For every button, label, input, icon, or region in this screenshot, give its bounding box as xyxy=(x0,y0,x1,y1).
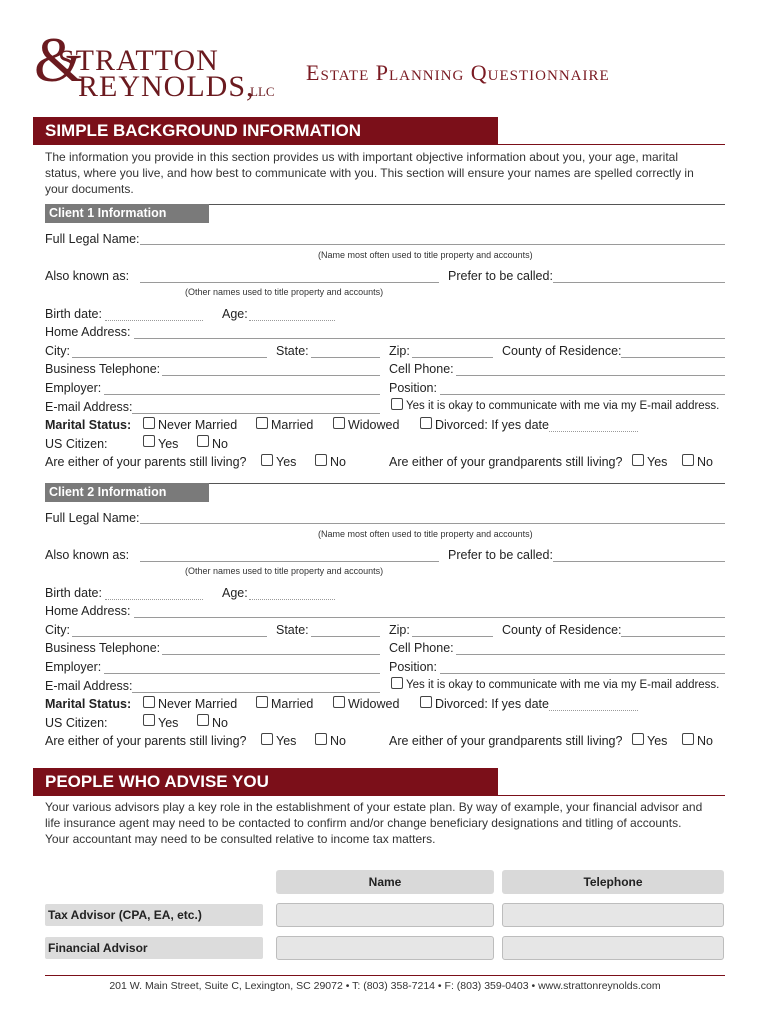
financial-advisor-phone-field[interactable] xyxy=(502,936,724,960)
divorced-checkbox[interactable] xyxy=(420,696,432,708)
email-label: E-mail Address: xyxy=(45,400,133,414)
column-header-name: Name xyxy=(276,870,494,894)
county-label: County of Residence: xyxy=(502,623,622,637)
aka-label: Also known as: xyxy=(45,269,130,283)
never-married-checkbox[interactable] xyxy=(143,417,155,429)
marital-status-label: Marital Status: xyxy=(45,697,132,711)
citizen-no-checkbox[interactable] xyxy=(197,435,209,447)
intro-line: Your accountant may need to be consulted relative to income tax matters. xyxy=(45,832,436,846)
grandparents-living-label: Are either of your grandparents still living? xyxy=(389,455,623,469)
divorced-checkbox[interactable] xyxy=(420,417,432,429)
birth-date-label: Birth date: xyxy=(45,307,102,321)
aka-note: (Other names used to title property and accounts) xyxy=(185,287,384,297)
column-header-telephone: Telephone xyxy=(502,870,724,894)
divorced-date-field[interactable] xyxy=(549,419,638,432)
never-married-label: Never Married xyxy=(158,418,238,432)
married-checkbox[interactable] xyxy=(256,417,268,429)
state-label: State: xyxy=(276,623,309,637)
prefer-label: Prefer to be called: xyxy=(448,269,553,283)
us-citizen-label: US Citizen: xyxy=(45,716,108,730)
widowed-checkbox[interactable] xyxy=(333,417,345,429)
county-field[interactable] xyxy=(621,624,725,637)
parents-no-checkbox[interactable] xyxy=(315,454,327,466)
advisor-label-financial: Financial Advisor xyxy=(45,937,263,959)
parents-no-label: No xyxy=(330,734,346,748)
section-rule xyxy=(498,795,725,796)
divorced-date-field[interactable] xyxy=(549,698,638,711)
section-banner-advisors: PEOPLE WHO ADVISE YOU xyxy=(33,768,498,796)
parents-yes-checkbox[interactable] xyxy=(261,454,273,466)
age-field[interactable] xyxy=(249,587,335,600)
email-field[interactable] xyxy=(132,401,380,414)
email-consent-label: Yes it is okay to communicate with me via my E-mail address. xyxy=(406,679,720,691)
home-address-field[interactable] xyxy=(134,605,725,618)
financial-advisor-name-field[interactable] xyxy=(276,936,494,960)
zip-field[interactable] xyxy=(412,345,493,358)
intro-line: status, where you live, and how best to communicate with you. This section will ensure your names are spelled correctly in xyxy=(45,166,694,180)
parents-no-checkbox[interactable] xyxy=(315,733,327,745)
position-field[interactable] xyxy=(440,661,725,674)
business-phone-field[interactable] xyxy=(162,642,380,655)
county-field[interactable] xyxy=(621,345,725,358)
aka-field[interactable] xyxy=(140,549,439,562)
age-field[interactable] xyxy=(249,308,335,321)
citizen-yes-checkbox[interactable] xyxy=(143,714,155,726)
email-label: E-mail Address: xyxy=(45,679,133,693)
married-label: Married xyxy=(271,418,314,432)
employer-field[interactable] xyxy=(104,661,380,674)
business-phone-label: Business Telephone: xyxy=(45,641,161,655)
intro-line: life insurance agent may need to be contacted to confirm and/or change beneficiary designations and titling of accounts. xyxy=(45,816,682,830)
grandparents-no-label: No xyxy=(697,734,713,748)
section-banner-background: SIMPLE BACKGROUND INFORMATION xyxy=(33,117,498,145)
home-address-field[interactable] xyxy=(134,326,725,339)
email-field[interactable] xyxy=(132,680,380,693)
full-name-note: (Name most often used to title property and accounts) xyxy=(318,529,533,539)
tax-advisor-name-field[interactable] xyxy=(276,903,494,927)
parents-living-label: Are either of your parents still living? xyxy=(45,455,247,469)
full-name-field[interactable] xyxy=(140,511,725,524)
tax-advisor-phone-field[interactable] xyxy=(502,903,724,927)
marital-status-label: Marital Status: xyxy=(45,418,132,432)
position-label: Position: xyxy=(389,381,437,395)
intro-line: Your various advisors play a key role in the establishment of your estate plan. By way of example, your financial advisor and xyxy=(45,800,703,814)
citizen-no-checkbox[interactable] xyxy=(197,714,209,726)
grandparents-no-checkbox[interactable] xyxy=(682,733,694,745)
employer-field[interactable] xyxy=(104,382,380,395)
client-header: Client 2 Information xyxy=(45,483,209,502)
full-name-field[interactable] xyxy=(140,232,725,245)
city-field[interactable] xyxy=(72,624,267,637)
state-field[interactable] xyxy=(311,624,380,637)
aka-field[interactable] xyxy=(140,270,439,283)
cell-phone-field[interactable] xyxy=(456,363,725,376)
full-name-label: Full Legal Name: xyxy=(45,511,140,525)
employer-label: Employer: xyxy=(45,381,102,395)
parents-yes-checkbox[interactable] xyxy=(261,733,273,745)
grandparents-yes-label: Yes xyxy=(647,734,668,748)
parents-living-label: Are either of your parents still living? xyxy=(45,734,247,748)
cell-phone-label: Cell Phone: xyxy=(389,641,454,655)
full-name-label: Full Legal Name: xyxy=(45,232,140,246)
cell-phone-field[interactable] xyxy=(456,642,725,655)
birth-date-label: Birth date: xyxy=(45,586,102,600)
birth-date-field[interactable] xyxy=(105,587,203,600)
aka-note: (Other names used to title property and accounts) xyxy=(185,566,384,576)
home-address-label: Home Address: xyxy=(45,604,131,618)
zip-field[interactable] xyxy=(412,624,493,637)
email-consent-checkbox[interactable] xyxy=(391,398,403,410)
county-label: County of Residence: xyxy=(502,344,622,358)
age-label: Age: xyxy=(222,307,248,321)
aka-label: Also known as: xyxy=(45,548,130,562)
city-label: City: xyxy=(45,623,70,637)
section-rule xyxy=(498,144,725,145)
full-name-note: (Name most often used to title property and accounts) xyxy=(318,250,533,260)
position-field[interactable] xyxy=(440,382,725,395)
email-consent-label: Yes it is okay to communicate with me via my E-mail address. xyxy=(406,400,720,412)
city-field[interactable] xyxy=(72,345,267,358)
footer-address: 201 W. Main Street, Suite C, Lexington, SC 29072 • T: (803) 358-7214 • F: (803) 359-0403 • www.strattonreynolds.com xyxy=(109,980,661,992)
zip-label: Zip: xyxy=(389,344,410,358)
birth-date-field[interactable] xyxy=(105,308,203,321)
prefer-field[interactable] xyxy=(553,549,725,562)
parents-yes-label: Yes xyxy=(276,734,297,748)
age-label: Age: xyxy=(222,586,248,600)
citizen-yes-checkbox[interactable] xyxy=(143,435,155,447)
page-title: Estate Planning Questionnaire xyxy=(306,60,610,85)
grandparents-yes-checkbox[interactable] xyxy=(632,733,644,745)
grandparents-no-label: No xyxy=(697,455,713,469)
intro-line: your documents. xyxy=(45,182,134,196)
position-label: Position: xyxy=(389,660,437,674)
client-header-rule xyxy=(209,483,725,484)
email-consent-checkbox[interactable] xyxy=(391,677,403,689)
prefer-field[interactable] xyxy=(553,270,725,283)
us-citizen-label: US Citizen: xyxy=(45,437,108,451)
widowed-label: Widowed xyxy=(348,697,400,711)
married-checkbox[interactable] xyxy=(256,696,268,708)
state-field[interactable] xyxy=(311,345,380,358)
citizen-no-label: No xyxy=(212,716,228,730)
logo-llc: LLC xyxy=(250,84,275,99)
citizen-yes-label: Yes xyxy=(158,437,179,451)
logo-ampersand: & xyxy=(34,24,84,95)
widowed-checkbox[interactable] xyxy=(333,696,345,708)
employer-label: Employer: xyxy=(45,660,102,674)
logo-reynolds: REYNOLDS, xyxy=(78,70,255,103)
intro-line: The information you provide in this section provides us with important objective information about you, your age, marital xyxy=(45,150,678,164)
advisor-label-tax: Tax Advisor (CPA, EA, etc.) xyxy=(45,904,263,926)
client-header-rule xyxy=(209,204,725,205)
citizen-yes-label: Yes xyxy=(158,716,179,730)
parents-no-label: No xyxy=(330,455,346,469)
prefer-label: Prefer to be called: xyxy=(448,548,553,562)
grandparents-living-label: Are either of your grandparents still living? xyxy=(389,734,623,748)
home-address-label: Home Address: xyxy=(45,325,131,339)
business-phone-field[interactable] xyxy=(162,363,380,376)
client-header: Client 1 Information xyxy=(45,204,209,223)
footer-rule xyxy=(45,975,725,976)
citizen-no-label: No xyxy=(212,437,228,451)
business-phone-label: Business Telephone: xyxy=(45,362,161,376)
zip-label: Zip: xyxy=(389,623,410,637)
never-married-checkbox[interactable] xyxy=(143,696,155,708)
divorced-label: Divorced: If yes date xyxy=(435,697,549,711)
never-married-label: Never Married xyxy=(158,697,238,711)
cell-phone-label: Cell Phone: xyxy=(389,362,454,376)
logo-stratton: STRATTON xyxy=(58,44,219,77)
parents-yes-label: Yes xyxy=(276,455,297,469)
grandparents-yes-checkbox[interactable] xyxy=(632,454,644,466)
city-label: City: xyxy=(45,344,70,358)
widowed-label: Widowed xyxy=(348,418,400,432)
married-label: Married xyxy=(271,697,314,711)
grandparents-yes-label: Yes xyxy=(647,455,668,469)
grandparents-no-checkbox[interactable] xyxy=(682,454,694,466)
state-label: State: xyxy=(276,344,309,358)
divorced-label: Divorced: If yes date xyxy=(435,418,549,432)
